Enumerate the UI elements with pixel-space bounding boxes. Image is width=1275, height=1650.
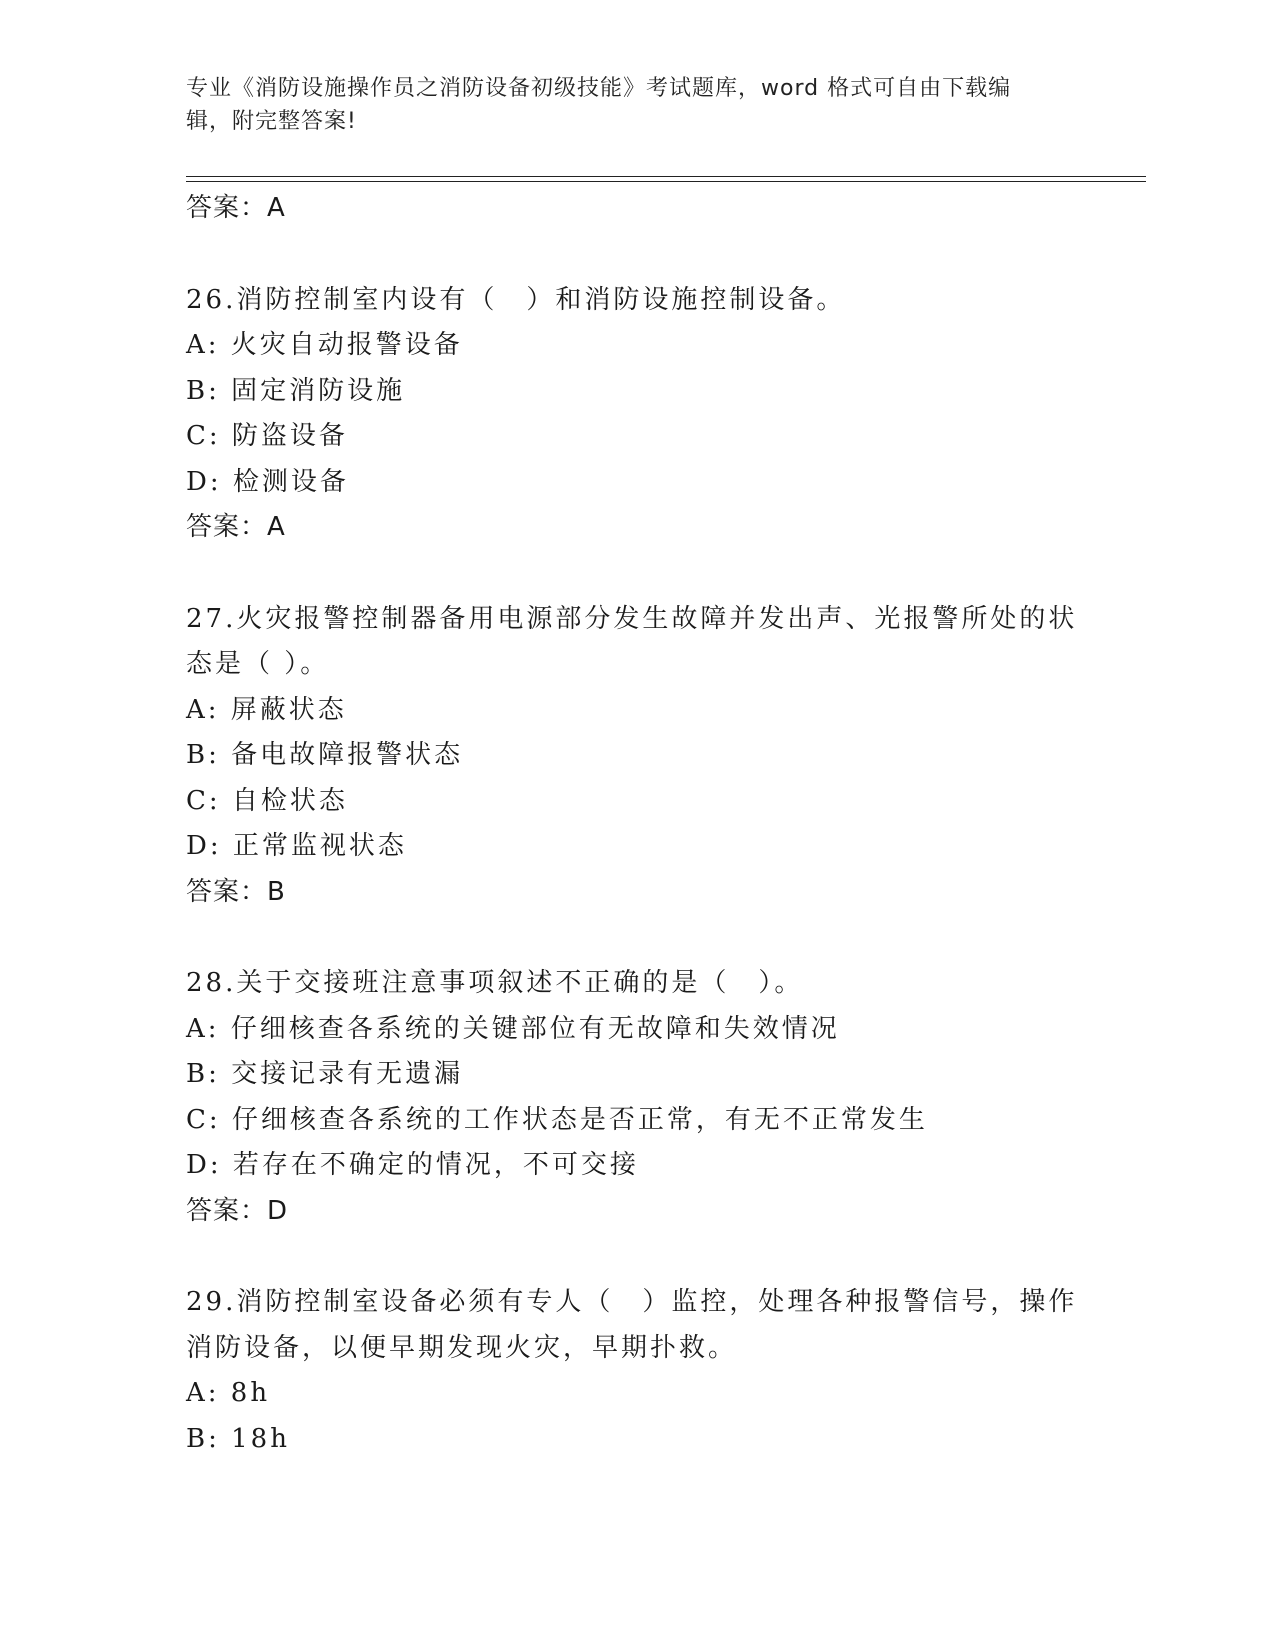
question-29	[186, 1280, 1146, 1462]
option-c: C: 自检状态	[186, 785, 348, 816]
question-28	[186, 961, 1146, 1234]
option-a: A: 8h	[186, 1378, 271, 1408]
option-a: A: 仔细核查各系统的关键部位有无故障和失效情况	[186, 1013, 840, 1044]
question-text-continued: 态是（ ）。	[186, 649, 330, 679]
question-text: 26.消防控制室内设有（ ）和消防设施控制设备。	[186, 284, 846, 315]
option-d: D: 正常监视状态	[186, 831, 407, 861]
answer: 答案：D	[186, 1195, 289, 1226]
question-list	[186, 186, 1146, 1462]
option-b: B: 交接记录有无遗漏	[186, 1059, 464, 1089]
question-text: 28.关于交接班注意事项叙述不正确的是（ ）。	[186, 968, 804, 998]
option-a: A: 火灾自动报警设备	[186, 330, 463, 360]
question-text-continued: 消防设备，以便早期发现火灾，早期扑救。	[186, 1332, 738, 1363]
question-text: 27.火灾报警控制器备用电源部分发生故障并发出声、光报警所处的状	[186, 603, 1078, 634]
option-c: C: 防盗设备	[186, 421, 348, 451]
option-a: A: 屏蔽状态	[186, 694, 347, 725]
answer: 答案：B	[186, 876, 286, 907]
option-d: D: 若存在不确定的情况，不可交接	[186, 1150, 639, 1180]
option-b: B: 固定消防设施	[186, 375, 406, 406]
header-rule-bottom	[186, 181, 1146, 182]
header-title-line-1: 专业《消防设施操作员之消防设备初级技能》考试题库，word 格式可自由下载编	[186, 76, 1012, 101]
question-26	[186, 278, 1146, 551]
question-27	[186, 597, 1146, 916]
option-b: B: 备电故障报警状态	[186, 740, 464, 770]
answer: 答案：A	[186, 512, 286, 542]
question-text: 29.消防控制室设备必须有专人（ ）监控，处理各种报警信号，操作	[186, 1287, 1078, 1317]
header-title-line-2: 辑，附完整答案!	[186, 109, 357, 134]
option-b: B: 18h	[186, 1423, 290, 1454]
option-d: D: 检测设备	[186, 466, 349, 497]
option-c: C: 仔细核查各系统的工作状态是否正常，有无不正常发生	[186, 1104, 928, 1135]
previous-answer: 答案：A	[186, 193, 286, 223]
document-header	[186, 72, 1086, 138]
header-rule-top	[186, 176, 1146, 177]
